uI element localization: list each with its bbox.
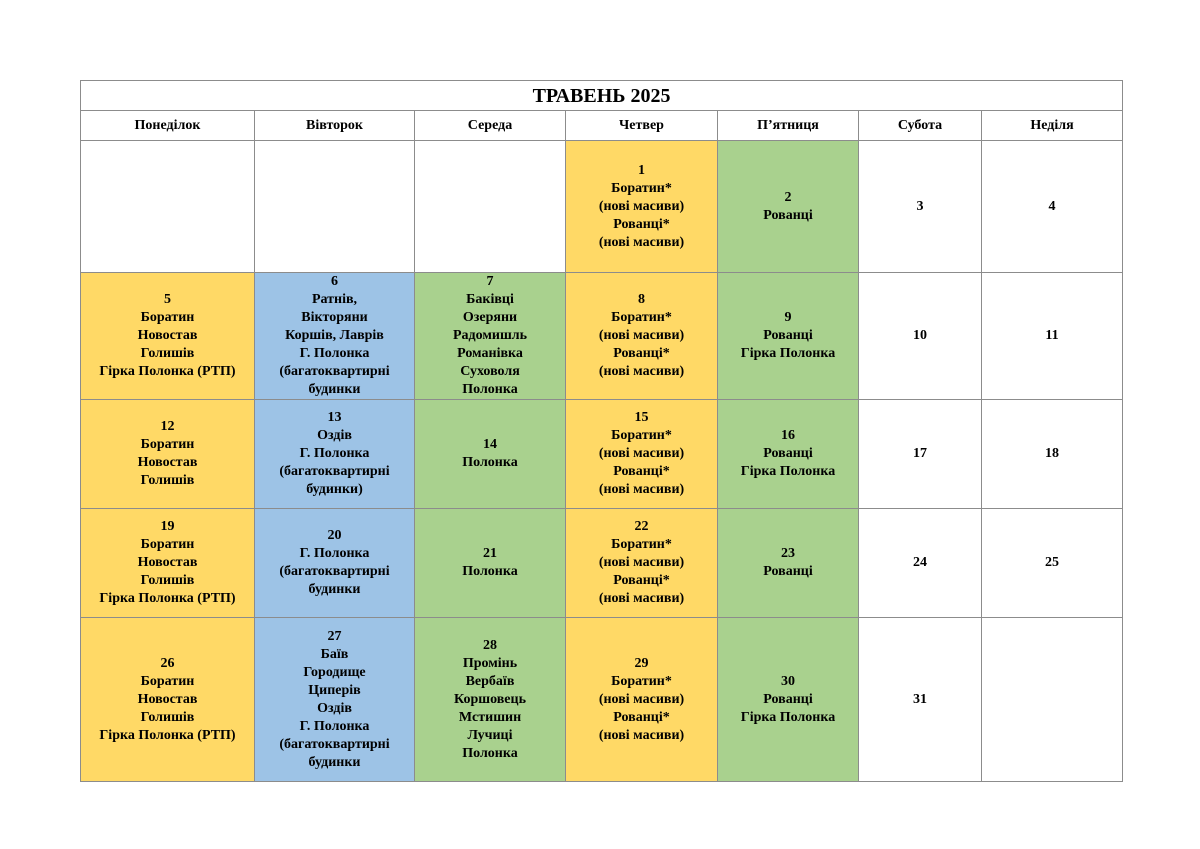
day-number: 31 — [913, 691, 927, 707]
location-line: Новостав — [137, 555, 198, 570]
location-line: (нові масиви) — [598, 328, 685, 343]
day-cell-thursday — [566, 618, 718, 782]
location-line: Полонка — [462, 382, 518, 397]
day-cell-wednesday — [415, 273, 566, 400]
weekday-header-saturday: Субота — [859, 111, 982, 141]
location-line: Радомишль — [452, 328, 528, 343]
location-line: Вербаїв — [465, 673, 515, 689]
location-line: (багатоквартирні — [279, 736, 390, 752]
location-line: будинки — [308, 382, 361, 397]
location-line: Новостав — [137, 328, 198, 343]
location-line: Коршів, Лаврів — [285, 328, 384, 343]
location-line: Лучиці — [467, 727, 513, 743]
location-line: (нові масиви) — [598, 198, 685, 214]
day-number: 18 — [1045, 446, 1060, 461]
location-line: Голишів — [140, 346, 195, 361]
weekday-header-friday: П’ятниця — [718, 111, 859, 141]
location-line: Рованці — [763, 207, 813, 223]
location-line: (нові масиви) — [598, 446, 685, 461]
location-line: Г. Полонка — [299, 446, 370, 461]
location-line: Г. Полонка — [299, 546, 370, 561]
day-number: 24 — [913, 555, 927, 570]
location-line: Вікторяни — [301, 310, 368, 325]
week-row — [81, 400, 1123, 509]
weekday-header-wednesday: Середа — [415, 111, 566, 141]
day-number: 30 — [781, 673, 795, 689]
day-cell-tuesday — [255, 618, 415, 782]
day-number: 25 — [1045, 555, 1060, 570]
day-number: 5 — [164, 292, 171, 307]
location-line: Полонка — [462, 564, 518, 579]
day-cell-wednesday — [415, 618, 566, 782]
day-number: 21 — [483, 546, 497, 561]
location-line: (нові масиви) — [598, 691, 685, 707]
location-line: Рованці* — [613, 573, 670, 588]
location-line: Гірка Полонка (РТП) — [99, 364, 236, 379]
location-line: Рованці* — [613, 216, 670, 232]
location-line: Рованці — [763, 564, 813, 579]
location-line: (багатоквартирні — [279, 464, 390, 479]
calendar-title: ТРАВЕНЬ 2025 — [81, 81, 1123, 111]
location-line: Рованці — [763, 446, 813, 461]
day-number: 2 — [784, 189, 792, 205]
location-line: Оздів — [317, 700, 352, 716]
location-line: Г. Полонка — [299, 718, 370, 734]
day-cell-tuesday — [255, 509, 415, 618]
day-number: 8 — [638, 292, 645, 307]
location-line: Суховоля — [460, 364, 520, 379]
location-line: Голишів — [140, 709, 195, 725]
location-line: Боратин — [140, 310, 195, 325]
day-number: 10 — [913, 328, 927, 343]
day-number: 4 — [1048, 198, 1056, 214]
day-cell-saturday — [859, 509, 982, 618]
day-number: 19 — [160, 519, 175, 534]
day-cell-tuesday — [255, 400, 415, 509]
day-cell-saturday — [859, 400, 982, 509]
day-number: 26 — [160, 655, 175, 671]
day-number: 27 — [327, 628, 342, 644]
location-line: Боратин — [140, 673, 195, 689]
day-cell-monday — [81, 618, 255, 782]
day-number: 3 — [916, 198, 924, 214]
location-line: Промінь — [462, 655, 518, 671]
location-line: Оздів — [317, 428, 352, 443]
week-row — [81, 618, 1123, 782]
day-cell-friday — [718, 273, 859, 400]
location-line: Гірка Полонка (РТП) — [99, 591, 236, 606]
location-line: Полонка — [462, 455, 518, 470]
location-line: Боратин — [140, 437, 195, 452]
day-number: 20 — [327, 528, 342, 543]
day-cell-friday — [718, 400, 859, 509]
day-number: 16 — [781, 428, 795, 443]
location-line: Романівка — [457, 346, 523, 361]
location-line: Боратин* — [611, 180, 672, 196]
day-number: 22 — [634, 519, 649, 534]
day-cell-monday — [81, 509, 255, 618]
location-line: Рованці* — [613, 346, 670, 361]
day-cell-monday — [81, 273, 255, 400]
location-line: Голишів — [140, 473, 195, 488]
day-number: 23 — [781, 546, 795, 561]
weekday-header-monday: Понеділок — [81, 111, 255, 141]
day-cell-sunday — [982, 509, 1123, 618]
location-line: Ратнів, — [311, 292, 358, 307]
day-cell-wednesday — [415, 400, 566, 509]
location-line: Боратин* — [611, 310, 672, 325]
week-row — [81, 273, 1123, 400]
location-line: Рованці — [763, 691, 813, 707]
day-number: 14 — [483, 437, 497, 452]
location-line: (багатоквартирні — [279, 364, 390, 379]
location-line: Боратин* — [611, 537, 672, 552]
location-line: (багатоквартирні — [279, 564, 390, 579]
location-line: Циперів — [308, 682, 361, 698]
weekday-header-thursday: Четвер — [566, 111, 718, 141]
week-row — [81, 141, 1123, 273]
day-number: 6 — [331, 274, 338, 289]
day-cell-saturday — [859, 273, 982, 400]
location-line: Боратин* — [611, 673, 672, 689]
day-cell-thursday — [566, 273, 718, 400]
day-number: 17 — [913, 446, 927, 461]
day-cell-monday — [81, 141, 255, 273]
location-line: Рованці* — [613, 709, 670, 725]
location-line: Г. Полонка — [299, 346, 370, 361]
location-line: Баківці — [466, 292, 514, 307]
location-line: Озеряни — [462, 310, 518, 325]
day-number: 28 — [483, 637, 497, 653]
day-cell-friday — [718, 141, 859, 273]
location-line: Гірка Полонка — [740, 464, 836, 479]
location-line: (нові масиви) — [598, 555, 685, 570]
day-cell-thursday — [566, 141, 718, 273]
location-line: Рованці — [763, 328, 813, 343]
location-line: Гірка Полонка — [740, 709, 836, 725]
location-line: Рованці* — [613, 464, 670, 479]
day-cell-friday — [718, 618, 859, 782]
location-line: Новостав — [137, 691, 198, 707]
week-row — [81, 509, 1123, 618]
location-line: Новостав — [137, 455, 198, 470]
calendar-body — [81, 141, 1123, 782]
location-line: Голишів — [140, 573, 195, 588]
day-cell-saturday — [859, 618, 982, 782]
day-number: 1 — [638, 162, 645, 178]
day-cell-wednesday — [415, 509, 566, 618]
location-line: Мстишин — [458, 709, 522, 725]
location-line: Гірка Полонка — [740, 346, 836, 361]
day-cell-sunday — [982, 141, 1123, 273]
day-cell-sunday — [982, 273, 1123, 400]
day-number: 15 — [634, 410, 649, 425]
day-cell-tuesday — [255, 273, 415, 400]
day-cell-thursday — [566, 400, 718, 509]
location-line: будинки) — [306, 482, 363, 497]
location-line: (нові масиви) — [598, 364, 685, 379]
day-cell-tuesday — [255, 141, 415, 273]
day-number: 7 — [486, 274, 494, 289]
day-number: 11 — [1045, 328, 1059, 343]
day-cell-sunday — [982, 618, 1123, 782]
location-line: Боратин — [140, 537, 195, 552]
location-line: Гірка Полонка (РТП) — [99, 727, 236, 743]
weekday-header-tuesday: Вівторок — [255, 111, 415, 141]
day-cell-wednesday — [415, 141, 566, 273]
day-cell-friday — [718, 509, 859, 618]
day-number: 9 — [784, 310, 792, 325]
location-line: будинки — [308, 754, 361, 770]
location-line: Коршовець — [454, 691, 526, 707]
location-line: (нові масиви) — [598, 234, 685, 250]
calendar-table — [80, 80, 1123, 782]
day-cell-monday — [81, 400, 255, 509]
day-number: 29 — [634, 655, 649, 671]
day-cell-saturday — [859, 141, 982, 273]
location-line: Городище — [303, 664, 366, 680]
day-number: 13 — [327, 410, 342, 425]
location-line: (нові масиви) — [598, 727, 685, 743]
location-line: Баїв — [320, 646, 349, 662]
day-number: 12 — [160, 419, 175, 434]
day-cell-thursday — [566, 509, 718, 618]
location-line: (нові масиви) — [598, 482, 685, 497]
weekday-header-sunday: Неділя — [982, 111, 1123, 141]
location-line: Полонка — [462, 745, 518, 761]
location-line: Боратин* — [611, 428, 672, 443]
location-line: будинки — [308, 582, 361, 597]
day-cell-sunday — [982, 400, 1123, 509]
location-line: (нові масиви) — [598, 591, 685, 606]
